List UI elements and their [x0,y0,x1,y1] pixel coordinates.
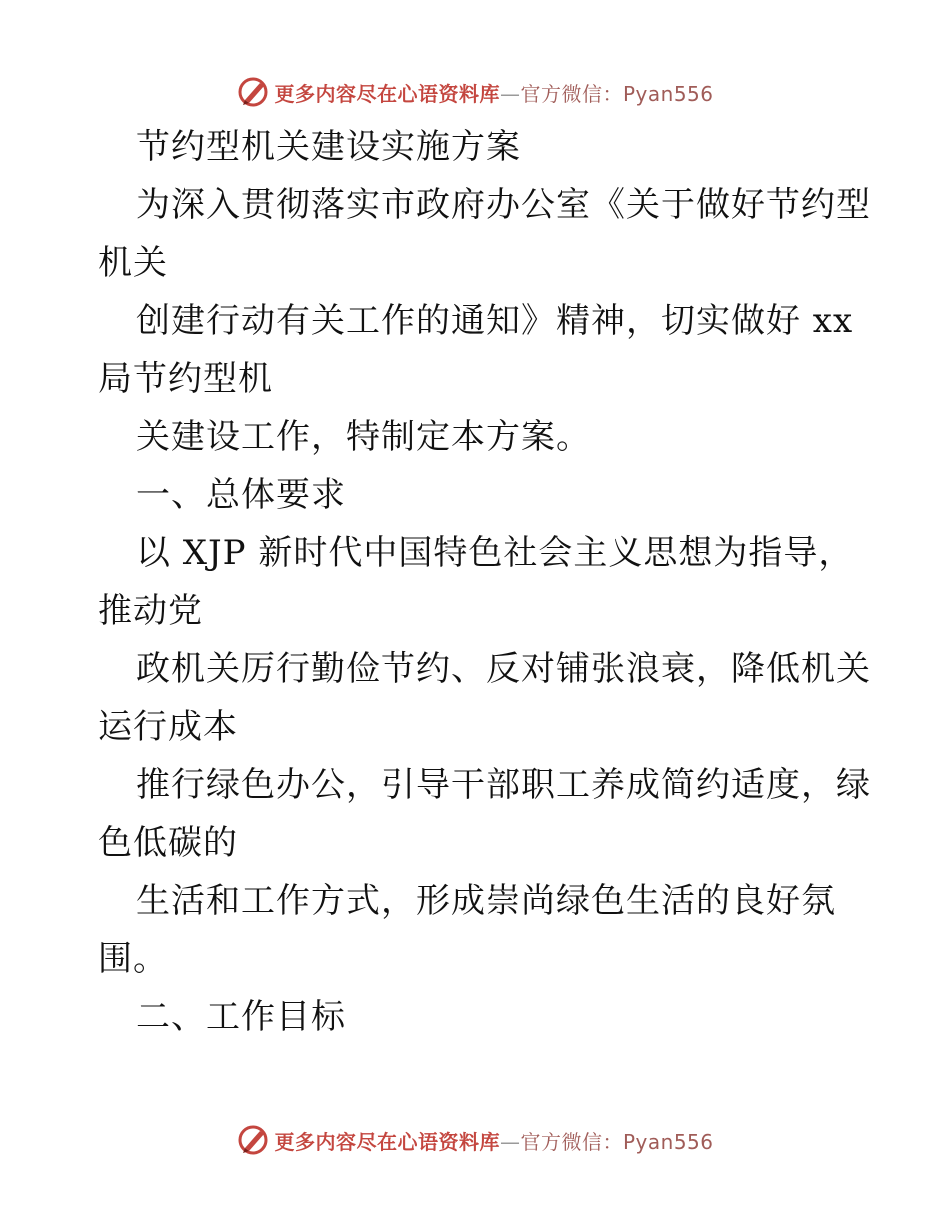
paragraph-line: 运行成本 [98,707,238,747]
document-title: 节约型机关建设实施方案 [136,127,521,167]
pen-logo-icon [236,75,270,109]
paragraph-line: 推行绿色办公，引导干部职工养成简约适度，绿 [136,765,871,805]
paragraph-line: 机关 [98,243,168,283]
document-body [98,118,871,1046]
banner-text [274,78,713,107]
footer-banner [0,1120,950,1160]
banner-text [274,1126,713,1155]
banner-separator: — [499,1129,521,1154]
paragraph-line: 以 XJP 新时代中国特色社会主义思想为指导， [136,533,854,573]
paragraph-line: 生活和工作方式，形成崇尚绿色生活的良好氛 [136,881,836,921]
paragraph-line: 围。 [98,939,168,979]
banner-main: 更多内容尽在心语资料库 [274,1129,500,1154]
paragraph-line: 色低碳的 [98,823,238,863]
paragraph-line: 推动党 [98,591,203,631]
banner-contact-label: 官方微信： [520,81,623,106]
paragraph-line: 为深入贯彻落实市政府办公室《关于做好节约型 [136,185,871,225]
banner-contact-label: 官方微信： [520,1129,623,1154]
header-banner [0,72,950,112]
paragraph-line: 创建行动有关工作的通知》精神，切实做好 xx [136,301,854,341]
banner-contact-id: Pyan556 [622,81,714,106]
pen-logo-icon [236,1123,270,1157]
banner-separator: — [499,81,521,106]
banner-contact-id: Pyan556 [622,1129,714,1154]
paragraph-line: 局节约型机 [98,359,273,399]
section-heading: 一、总体要求 [136,475,346,515]
banner-main: 更多内容尽在心语资料库 [274,81,500,106]
paragraph-line: 关建设工作，特制定本方案。 [136,417,591,457]
section-heading: 二、工作目标 [136,997,346,1037]
paragraph-line: 政机关厉行勤俭节约、反对铺张浪衰，降低机关 [136,649,871,689]
